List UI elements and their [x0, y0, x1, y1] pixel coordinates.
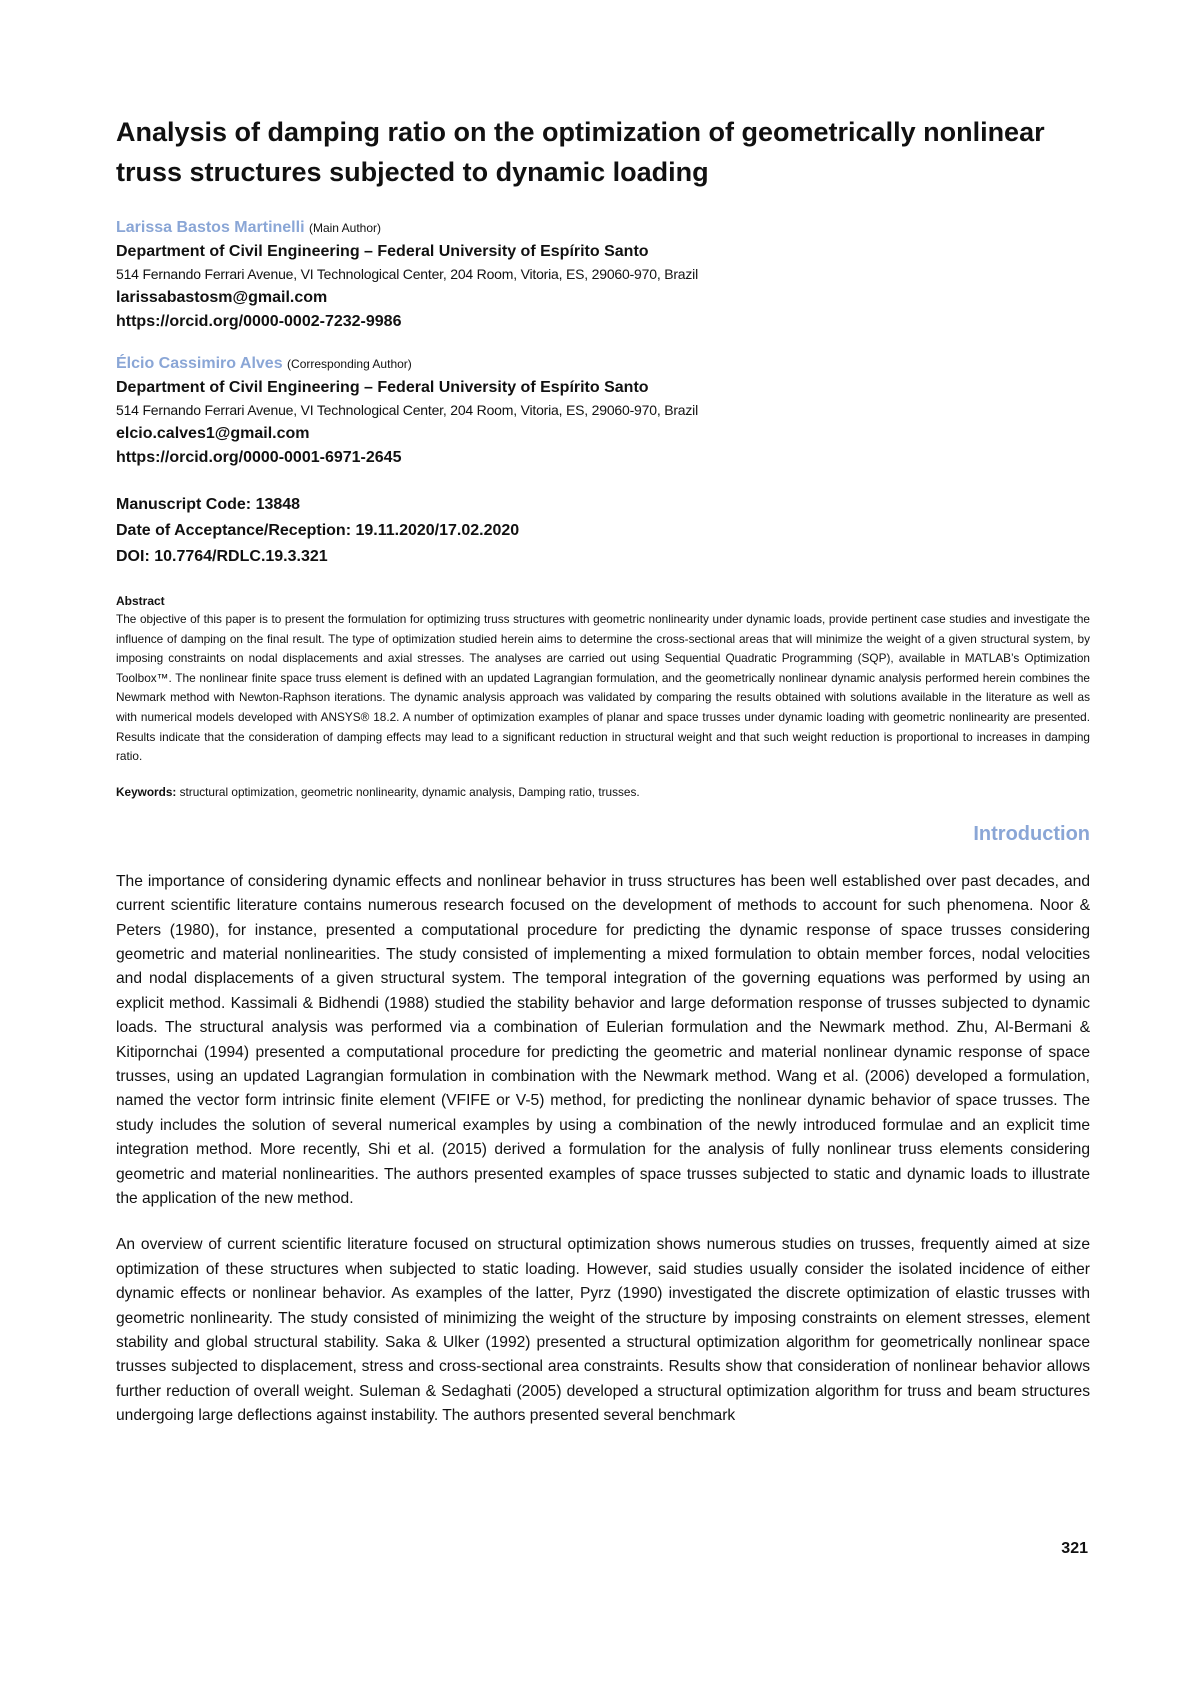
- author-department: Department of Civil Engineering – Federal University of Espírito Santo: [116, 243, 649, 260]
- abstract-text: The objective of this paper is to present the formulation for optimizing truss structures with geometric nonlinearity under dynamic loads, provide pertinent case studies and investigate the influence of damping on the final result. The type of optimization studied herein aims to determine the cross-sectional areas that will minimize the weight of a given structural system, by imposing constraints on nodal displacements and axial stresses. The analyses are carried out using Sequential Quadratic Programming (SQP), available in MATLAB’s Optimization Toolbox™. The nonlinear finite space truss element is defined with an updated Lagrangian formulation, and the geometrically nonlinear dynamic analysis performed herein combines the Newmark method with Newton-Raphson iterations. The dynamic analysis approach was validated by comparing the results obtained with solutions available in the literature as well as with numerical models developed with ANSYS® 18.2. A number of optimization examples of planar and space trusses under dynamic loading with geometric nonlinearity are presented. Results indicate that the consideration of damping effects may lead to a significant reduction in structural weight and that such weight reduction is proportional to increases in damping ratio.: [116, 612, 1090, 764]
- author-email: elcio.calves1@gmail.com: [116, 425, 310, 442]
- page-content: [116, 112, 1090, 1451]
- manuscript-doi: DOI: 10.7764/RDLC.19.3.321: [116, 548, 328, 565]
- author-email: larissabastosm@gmail.com: [116, 289, 328, 306]
- abstract-heading: Abstract: [116, 594, 165, 608]
- author-name: Élcio Cassimiro Alves: [116, 355, 283, 372]
- author-address: 514 Fernando Ferrari Avenue, VI Technological Center, 204 Room, Vitoria, ES, 29060-970, Brazil: [116, 402, 699, 418]
- author-line: [116, 216, 1090, 240]
- manuscript-dates: Date of Acceptance/Reception: 19.11.2020/17.02.2020: [116, 522, 520, 539]
- keywords-label: Keywords:: [116, 784, 177, 799]
- author-role: (Main Author): [308, 221, 381, 235]
- body-paragraph: An overview of current scientific literature focused on structural optimization shows numerous studies on trusses, frequently aimed at size optimization of these structures when subjected to static loading. However, said studies usually consider the isolated incidence of either dynamic effects or nonlinear behavior. As examples of the latter, Pyrz (1990) investigated the discrete optimization of elastic trusses with geometric nonlinearity. The study consisted of minimizing the weight of the structure by imposing constraints on element stresses, element stability and global structural stability. Saka & Ulker (1992) presented a structural optimization algorithm for geometrically nonlinear space trusses subjected to displacement, stress and cross-sectional area constraints. Results show that consideration of nonlinear behavior allows further reduction of overall weight. Suleman & Sedaghati (2005) developed a structural optimization algorithm for truss and beam structures undergoing large deflections against instability. The authors presented several benchmark: [116, 1236, 1090, 1425]
- section-heading-introduction: Introduction: [973, 822, 1090, 845]
- author-department: Department of Civil Engineering – Federal University of Espírito Santo: [116, 379, 649, 396]
- manuscript-meta: [116, 492, 1090, 570]
- author-address: 514 Fernando Ferrari Avenue, VI Technological Center, 204 Room, Vitoria, ES, 29060-970, Brazil: [116, 266, 699, 282]
- author-orcid: https://orcid.org/0000-0001-6971-2645: [116, 449, 402, 466]
- keywords: [116, 783, 1090, 801]
- author-line: [116, 352, 1090, 376]
- paper-title: Analysis of damping ratio on the optimization of geometrically nonlinear truss structures subjected to dynamic loading: [116, 117, 1045, 187]
- author-role: (Corresponding Author): [287, 357, 412, 371]
- author-orcid: https://orcid.org/0000-0002-7232-9986: [116, 313, 402, 330]
- author-block-corresponding: [116, 352, 1090, 470]
- page-number: 321: [1061, 1540, 1088, 1557]
- body-paragraph: The importance of considering dynamic effects and nonlinear behavior in truss structures has been well established over past decades, and current scientific literature contains numerous research focused on the development of methods to account for such phenomena. Noor & Peters (1980), for instance, presented a computational procedure for predicting the dynamic response of space trusses considering geometric and material nonlinearities. The study consisted of implementing a mixed formulation to obtain member forces, nodal velocities and nodal displacements of a given structural system. The temporal integration of the governing equations was performed by using an explicit method. Kassimali & Bidhendi (1988) studied the stability behavior and large deformation response of trusses subjected to dynamic loads. The structural analysis was performed via a combination of Eulerian formulation and the Newmark method. Zhu, Al-Bermani & Kitipornchai (1994) presented a computational procedure for predicting the geometric and material nonlinear dynamic response of space trusses, using an updated Lagrangian formulation in combination with the Newmark method. Wang et al. (2006) developed a formulation, named the vector form intrinsic finite element (VFIFE or V-5) method, for predicting the nonlinear dynamic behavior of space trusses. The study includes the solution of several numerical examples by using a combination of the newly introduced formulae and an explicit time integration method. More recently, Shi et al. (2015) derived a formulation for the analysis of fully nonlinear truss elements considering geometric and material nonlinearities. The authors presented examples of space trusses subjected to static and dynamic loads to illustrate the application of the new method.: [116, 872, 1090, 1208]
- manuscript-code: Manuscript Code: 13848: [116, 496, 301, 513]
- keywords-text: structural optimization, geometric nonlinearity, dynamic analysis, Damping ratio, trusses.: [176, 784, 640, 799]
- author-block-main: [116, 216, 1090, 334]
- author-name: Larissa Bastos Martinelli: [116, 219, 305, 236]
